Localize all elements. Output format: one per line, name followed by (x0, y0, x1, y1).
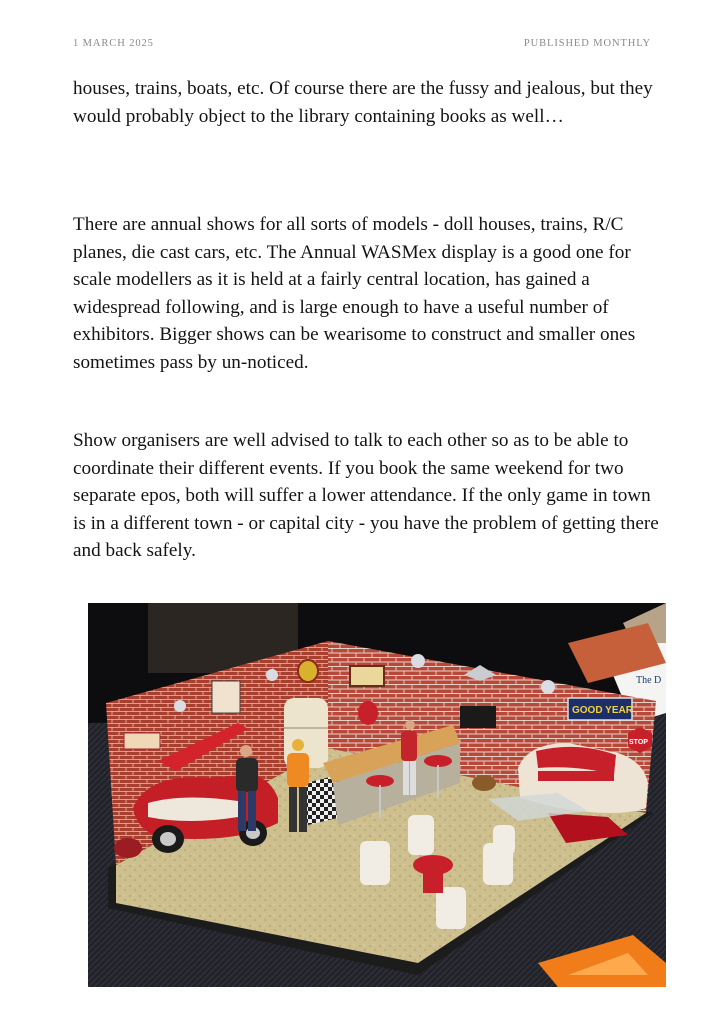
goodyear-sign-text: GOOD YEAR (572, 705, 633, 716)
page-header (73, 36, 651, 50)
diorama-photo (88, 603, 666, 987)
issue-date: 1 MARCH 2025 (73, 37, 154, 49)
publication-frequency: PUBLISHED MONTHLY (523, 37, 651, 49)
paragraph-2: There are annual shows for all sorts of models - doll houses, trains, R/C planes, die cast cars, etc. The Annual WASMex display is a good one for scale modellers as it is held at a fairly central location, has gained a widespread following, and is large enough to have a useful number of exhibitors. Bigger shows can be wearisome to construct and smaller ones sometimes pass by un-noticed. (73, 214, 636, 373)
stop-sign-text: STOP (629, 739, 648, 746)
paragraph-1: houses, trains, boats, etc. Of course there are the fussy and jealous, but they would probably object to the library containing books as well… (73, 78, 653, 127)
paragraph-3: Show organisers are well advised to talk to each other so as to be able to coordinate their different events. If you book the same weekend for two separate epos, both will suffer a lower attendance. If the only game in town is in a different town - or capital city - you have the problem of getting there and back safely. (73, 430, 659, 561)
card-text: The D (636, 675, 662, 686)
diorama-illustration (88, 603, 666, 987)
